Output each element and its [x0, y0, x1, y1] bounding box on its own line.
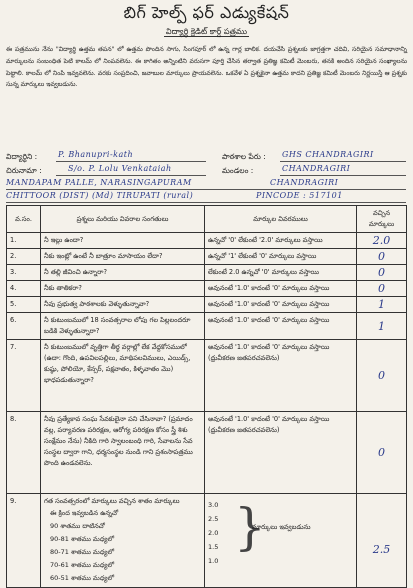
row-question: నీవు ప్రత్యేకావ సంఘ సేవకులైనా పని చేసినావా? (ప్రమాదం వల్ల, పర్యావరణ పరిరక్షణ, ఆరోగ్య పరిరక్షణ కోసం స్త్రీ శిశు సంక్షేమం నేను) నీకిది గారి స్వాలంబంధి గారి, సేవాలను సేవ సంస్థల ద్వారా గాని, ధర్మసంస్థల నుండి గాని ప్రశంసాపత్రము పొంది ఉండవలెను.: [41, 412, 205, 494]
table-row: [7, 297, 407, 313]
header-serial: వ.సం.: [7, 206, 41, 233]
student-name-label: విద్యార్థిని :: [6, 152, 38, 161]
row-question: నీకు తాతికరా?: [41, 281, 205, 297]
row-serial: 7.: [7, 340, 41, 412]
table-row: [7, 249, 407, 265]
q9-scale-value: 1.0: [208, 557, 219, 565]
row-mark: 1: [357, 297, 407, 313]
school-name-underline: [280, 161, 406, 162]
form-subtitle-text: విద్యార్థి క్రెడిట్ కార్డ్ పత్రము: [165, 27, 248, 36]
row-serial: 1.: [7, 233, 41, 249]
row-serial: 9.: [7, 494, 41, 588]
row-mark: 0: [357, 412, 407, 494]
row-serial: 6.: [7, 313, 41, 340]
table-row: [7, 412, 407, 494]
header-question: ప్రశ్నలు మరియు వివరాల సంగతులు: [41, 206, 205, 233]
address-line3: CHITTOOR (DIST) (Md) TIRUPATI (rural): [6, 191, 194, 200]
row-question: నీ ఇల్లు ఉందా?: [41, 233, 205, 249]
form-subtitle: [0, 27, 413, 38]
school-name-label: పాఠశాల పేరు :: [222, 152, 266, 161]
row-marks-info: అవునంటే '1.0' కాదంటే '0' మార్కులు వస్తాయి: [205, 313, 357, 340]
row-marks-info: అవునంటే '1.0' కాదంటే '0' మార్కులు వస్తాయి (ధ్రువీకరణ జతపరచవలెను): [205, 412, 357, 494]
row-question: నీ తల్లి జీవించి ఉన్నారా?: [41, 265, 205, 281]
row-question: నీ కుటుంబములో వృత్తిగా తీర్థ వర్గాల్లో లేక వేద్దకోసములో (ఉదా: గొంది, ఉపవిలపల్లిలు, మాథిపలవిములు, ఎయిడ్స్, కుష్ఠు, పోలియో, కేన్సర్, పక్షవాతం, కిళ్ళవాతం మొ) భాధపడుతున్నారా?: [41, 340, 205, 412]
q9-marks-note: మార్కులు ఇవ్వబడును: [252, 523, 311, 531]
address-line2-underline: [6, 189, 406, 190]
row-mark: 0: [357, 281, 407, 297]
row-serial: 8.: [7, 412, 41, 494]
address-line2: MANDAPAM PALLE, NARASINGAPURAM: [6, 178, 192, 187]
q9-percent-list: [44, 507, 201, 585]
q9-marks-scale-cell: [205, 494, 357, 588]
instructions-paragraph: ఈ పత్రమును నేను "విద్యార్థి ఉత్తమ తపన" లో ఉత్తమ పొందిన సాగు, సింగపూర్ లో ఉన్న గార్ల బాలిక. దయచేసి ప్రశ్నలకు జాగ్రత్తగా చదివి, సరియైన సమాధానాన్ని మార్కులను సంబంధిత పెటి కాలమ్ లో నింపవలెను. ఈ కాగితం అన్నింటిని వరుసగా పూర్తి చేసిన తర్వాత ప్రతిజ్ఞ కమిటీ మెంబరు, తనకి అందిన సరియైన సంఖ్యాలను పెట్టాలి. కాలమ్ లో నింపి ఇవ్వవలెను. వరకు సంప్రదించి, జవాబుల మార్కులు ప్రాయవలెను. ఒకవేళ ఏ ప్రశ్నకైనా ఉత్తమ కాదని ప్రతిజ్ఞ కమిటీ మెంబరు నిర్ణయిస్తే ఆ ప్రశ్నకు సున్న మార్కులు ఇవ్వబడును.: [6, 46, 407, 89]
row-mark: 0: [357, 249, 407, 265]
address-line2-town: CHANDRAGIRI: [270, 178, 339, 187]
row-marks-info: అవునంటే '1.0' కాదంటే '0' మార్కులు వస్తాయి: [205, 281, 357, 297]
table-row: [7, 265, 407, 281]
address-value: S/o. P. Lolu Venkataiah: [68, 164, 172, 173]
row-mark: 0: [357, 340, 407, 412]
school-name-value: GHS CHANDRAGIRI: [282, 150, 374, 159]
table-row: [7, 233, 407, 249]
header-marks-info: మార్కుల వివరములు: [205, 206, 357, 233]
row-marks-info: ఉన్నచో '1' లేకుంటే '0' మార్కులు వస్తాయి: [205, 249, 357, 265]
q9-scale-value: 3.0: [208, 501, 219, 509]
row-mark: 1: [357, 313, 407, 340]
row-serial: 3.: [7, 265, 41, 281]
address-underline: [56, 175, 206, 176]
address-label: చిరునామా :: [6, 166, 42, 175]
table-header-row: [7, 206, 407, 233]
pincode-value: PINCODE : 517101: [256, 191, 343, 200]
row-marks-info: అవునంటే '1.0' కాదంటే '0' మార్కులు వస్తాయి (ధ్రువీకరణ జతపరచవలెను): [205, 340, 357, 412]
row-mark: 0: [357, 265, 407, 281]
address-line3-underline: [6, 202, 406, 203]
mandal-underline: [280, 175, 406, 176]
row-marks-info: లేకుంటే 2.0 ఉన్నచో '0' మార్కులు వస్తాయి: [205, 265, 357, 281]
q9-line: 70-61 శాతము మధ్యలో: [50, 561, 115, 569]
row-question: నీ కుటుంబములో 18 సంవత్సరాల లోపు గల పిల్లలందరూ బడికి వెళ్ళుతున్నారా?: [41, 313, 205, 340]
table-row: [7, 494, 407, 588]
q9-line: 60-51 శాతము మధ్యలో: [50, 574, 115, 582]
table-row: [7, 340, 407, 412]
row-question: నీకు ఇంట్లో ఉంటే నీ బాత్రూం మాసాయం లేదా?: [41, 249, 205, 265]
row-question: [41, 494, 205, 588]
q9-marks-scale: [208, 496, 353, 585]
row-mark: 2.0: [357, 233, 407, 249]
student-name-value: P. Bhanupri-kath: [58, 150, 134, 159]
row-serial: 2.: [7, 249, 41, 265]
row-question: నీవు ప్రభుత్వ పాఠశాలకు వెళ్ళుతున్నావా?: [41, 297, 205, 313]
questions-table: [6, 205, 407, 588]
q9-line: 90 శాతము దాటినచో: [50, 522, 105, 530]
q9-line: ఈ క్రింద ఇవ్వబడిన ఉన్నచో: [50, 509, 119, 517]
table-row: [7, 313, 407, 340]
table-row: [7, 281, 407, 297]
row-marks-info: ఉన్నచో '0' లేకుంటే '2.0' మార్కులు వస్తాయి: [205, 233, 357, 249]
student-name-underline: [56, 161, 206, 162]
q9-brace: }: [234, 498, 266, 556]
q9-heading: గత సంవత్సరంలో మార్కులు వచ్చిన శాతం మార్కులు: [44, 497, 180, 505]
form-title: బిగ్ హెల్ప్ ఫర్ ఎడ్యుకేషన్: [123, 3, 290, 22]
q9-scale-value: 1.5: [208, 543, 219, 551]
row-serial: 5.: [7, 297, 41, 313]
header-marks-given: వచ్చిన మార్కులు: [357, 206, 407, 233]
q9-line: 80-71 శాతము మధ్యలో: [50, 548, 115, 556]
mandal-label: మండలం :: [222, 166, 254, 175]
q9-scale-value: 2.5: [208, 515, 219, 523]
row-marks-info: అవునంటే '1.0' కాదంటే '0' మార్కులు వస్తాయి: [205, 297, 357, 313]
row-serial: 4.: [7, 281, 41, 297]
q9-line: 90-81 శాతము మధ్యలో: [50, 535, 115, 543]
q9-scale-value: 2.0: [208, 529, 219, 537]
mandal-value: CHANDRAGIRI: [282, 164, 351, 173]
row-mark: 2.5: [357, 494, 407, 588]
q9-scale-values: [208, 498, 218, 568]
